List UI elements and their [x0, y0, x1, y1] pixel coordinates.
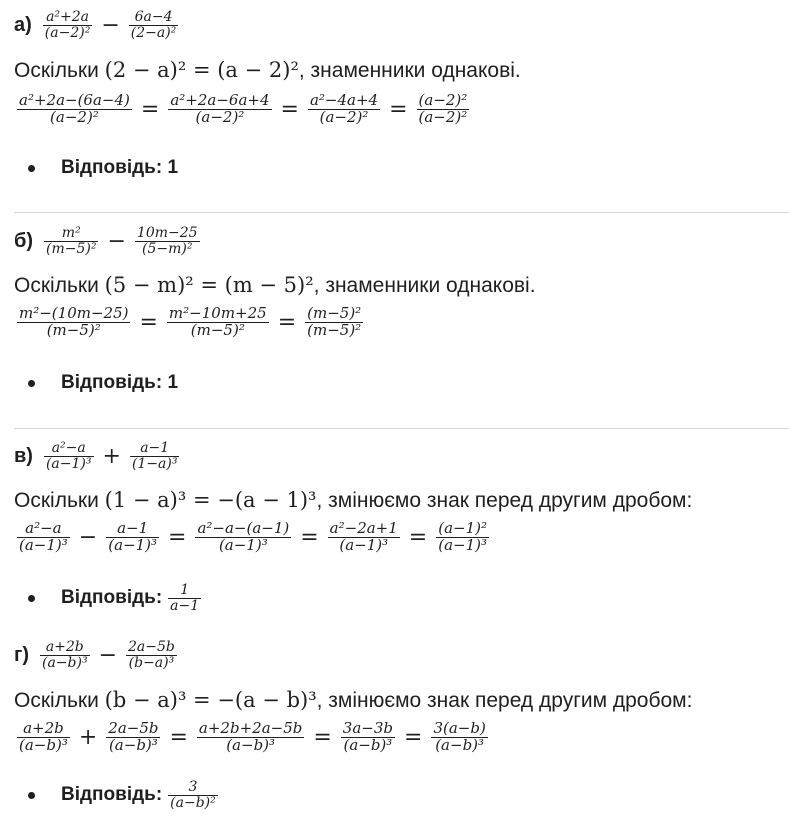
chain-fraction: $\frac{\text{a²−a}}{\text{(a−1)³}}$: [19, 519, 68, 555]
equals-sign: =: [300, 524, 319, 550]
explanation-math: (b − a)³ = −(a − b)³: [104, 688, 317, 712]
answer-item: [28, 372, 178, 394]
task-fraction-2: $\frac{2a-5b}{\text{(b−a)³}}$: [128, 639, 175, 672]
chain-fraction: $\frac{\text{m²−(10m−25)}}{\text{(m−5)²}}$: [19, 304, 129, 340]
equals-sign: =: [280, 96, 299, 122]
equals-sign: =: [389, 96, 408, 122]
task-header: [14, 640, 180, 671]
explanation-math: (2 − a)² = (a − 2)²: [104, 58, 299, 82]
equals-sign: =: [313, 724, 332, 750]
equals-sign: =: [408, 524, 428, 550]
chain-fraction: $\frac{\text{m²−10m+25}}{\text{(m−5)²}}$: [168, 304, 267, 340]
equals-sign: =: [139, 309, 158, 335]
solution-chain: [14, 93, 472, 126]
answer-fraction: $\frac{3}{\text{(a−b)²}}$: [170, 779, 216, 812]
chain-fraction: $\frac{a+2b}{\text{(a−b)³}}$: [19, 719, 68, 755]
explanation-math: (5 − m)² = (m − 5)²: [104, 273, 314, 297]
answer-item: [28, 583, 204, 614]
chain-fraction: $\frac{\text{a²+2a−(6a−4)}}{\text{(a−2)²}}$: [19, 91, 130, 127]
chain-fraction: $\frac{\text{a²−2a+1}}{\text{(a−1)³}}$: [329, 519, 398, 555]
task-operator: +: [102, 443, 121, 469]
problem-letter: а): [14, 13, 32, 36]
equals-sign: =: [168, 524, 187, 550]
bullet-icon: [28, 165, 35, 172]
solution-chain: [14, 721, 491, 754]
chain-fraction: $\frac{\text{a²−a−(a−1)}}{\text{(a−1)³}}$: [197, 519, 290, 555]
task-operator: −: [101, 12, 120, 38]
section-divider: [14, 428, 789, 429]
task-fraction-2: $\frac{a-1}{\text{(1−a)³}}$: [131, 440, 178, 473]
explanation-math: (1 − a)³ = −(a − 1)³: [104, 488, 317, 512]
equals-sign: =: [169, 724, 188, 750]
answer-item: [28, 157, 178, 179]
chain-fraction: $\frac{\text{a²−4a+4}}{\text{(a−2)²}}$: [309, 91, 379, 127]
explanation-line: Оскільки (b − a)³ = −(a − b)³, змінюємо знак перед другим дробом:: [14, 688, 693, 712]
chain-fraction: $\frac{a-1}{\text{(a−1)³}}$: [108, 519, 157, 555]
explanation-line: Оскільки (2 − a)² = (a − 2)², знаменники однакові.: [14, 58, 521, 82]
chain-fraction: $\frac{a+2b+2a-5b}{\text{(a−b)³}}$: [198, 719, 303, 755]
answer-label: Відповідь:: [61, 784, 163, 806]
answer-item: [28, 780, 221, 811]
answer-fraction: $\frac{1}{a-1}$: [170, 582, 200, 615]
answer-label: Відповідь: 1: [61, 372, 179, 393]
task-header: [14, 441, 182, 472]
explanation-line: Оскільки (1 − a)³ = −(a − 1)³, змінюємо знак перед другим дробом:: [14, 488, 693, 512]
task-fraction-2: $\frac{6a-4}{\text{(2−a)²}}$: [130, 9, 177, 42]
equals-sign: =: [277, 309, 297, 335]
solution-chain: [14, 306, 366, 339]
bullet-icon: [28, 792, 35, 799]
answer-label: Відповідь: 1: [61, 157, 179, 178]
chain-fraction: $\frac{\text{a²+2a−6a+4}}{\text{(a−2)²}}$: [170, 91, 270, 127]
task-fraction-1: $\frac{\text{m²}}{\text{(m−5)²}}$: [46, 225, 97, 258]
task-operator: −: [98, 642, 118, 668]
explanation-line: Оскільки (5 − m)² = (m − 5)², знаменники однакові.: [14, 273, 536, 297]
task-fraction-1: $\frac{\text{a²+2a}}{\text{(a−2)²}}$: [44, 9, 91, 42]
task-fraction-1: $\frac{a+2b}{\text{(a−b)³}}$: [42, 639, 88, 672]
chain-operator: −: [78, 524, 98, 550]
task-header: [14, 10, 181, 41]
section-divider: [14, 212, 789, 213]
chain-fraction: $\frac{\text{(a−2)²}}{\text{(a−2)²}}$: [418, 91, 468, 127]
equals-sign: =: [140, 96, 160, 122]
problem-letter: б): [14, 229, 34, 252]
equals-sign: =: [404, 724, 423, 750]
chain-fraction: $\frac{\text{(m−5)²}}{\text{(m−5)²}}$: [307, 304, 362, 340]
problem-letter: г): [14, 643, 29, 666]
chain-fraction: $\frac{\text{(a−1)²}}{\text{(a−1)³}}$: [438, 519, 488, 555]
task-fraction-2: $\frac{10m-25}{\text{(5−m)²}}$: [136, 225, 198, 258]
answer-label: Відповідь:: [61, 587, 163, 609]
problem-letter: в): [14, 444, 33, 467]
task-header: [14, 226, 203, 257]
task-fraction-1: $\frac{\text{a²−a}}{\text{(a−1)³}}$: [45, 440, 92, 473]
solution-chain: [14, 521, 492, 554]
chain-fraction: $\frac{2a-5b}{\text{(a−b)³}}$: [108, 719, 159, 755]
bullet-icon: [28, 380, 35, 387]
bullet-icon: [28, 595, 35, 602]
chain-operator: +: [78, 724, 98, 750]
chain-fraction: $\frac{3(a-b)}{\text{(a−b)³}}$: [433, 719, 486, 755]
chain-fraction: $\frac{3a-3b}{\text{(a−b)³}}$: [342, 719, 393, 755]
task-operator: −: [107, 228, 126, 254]
